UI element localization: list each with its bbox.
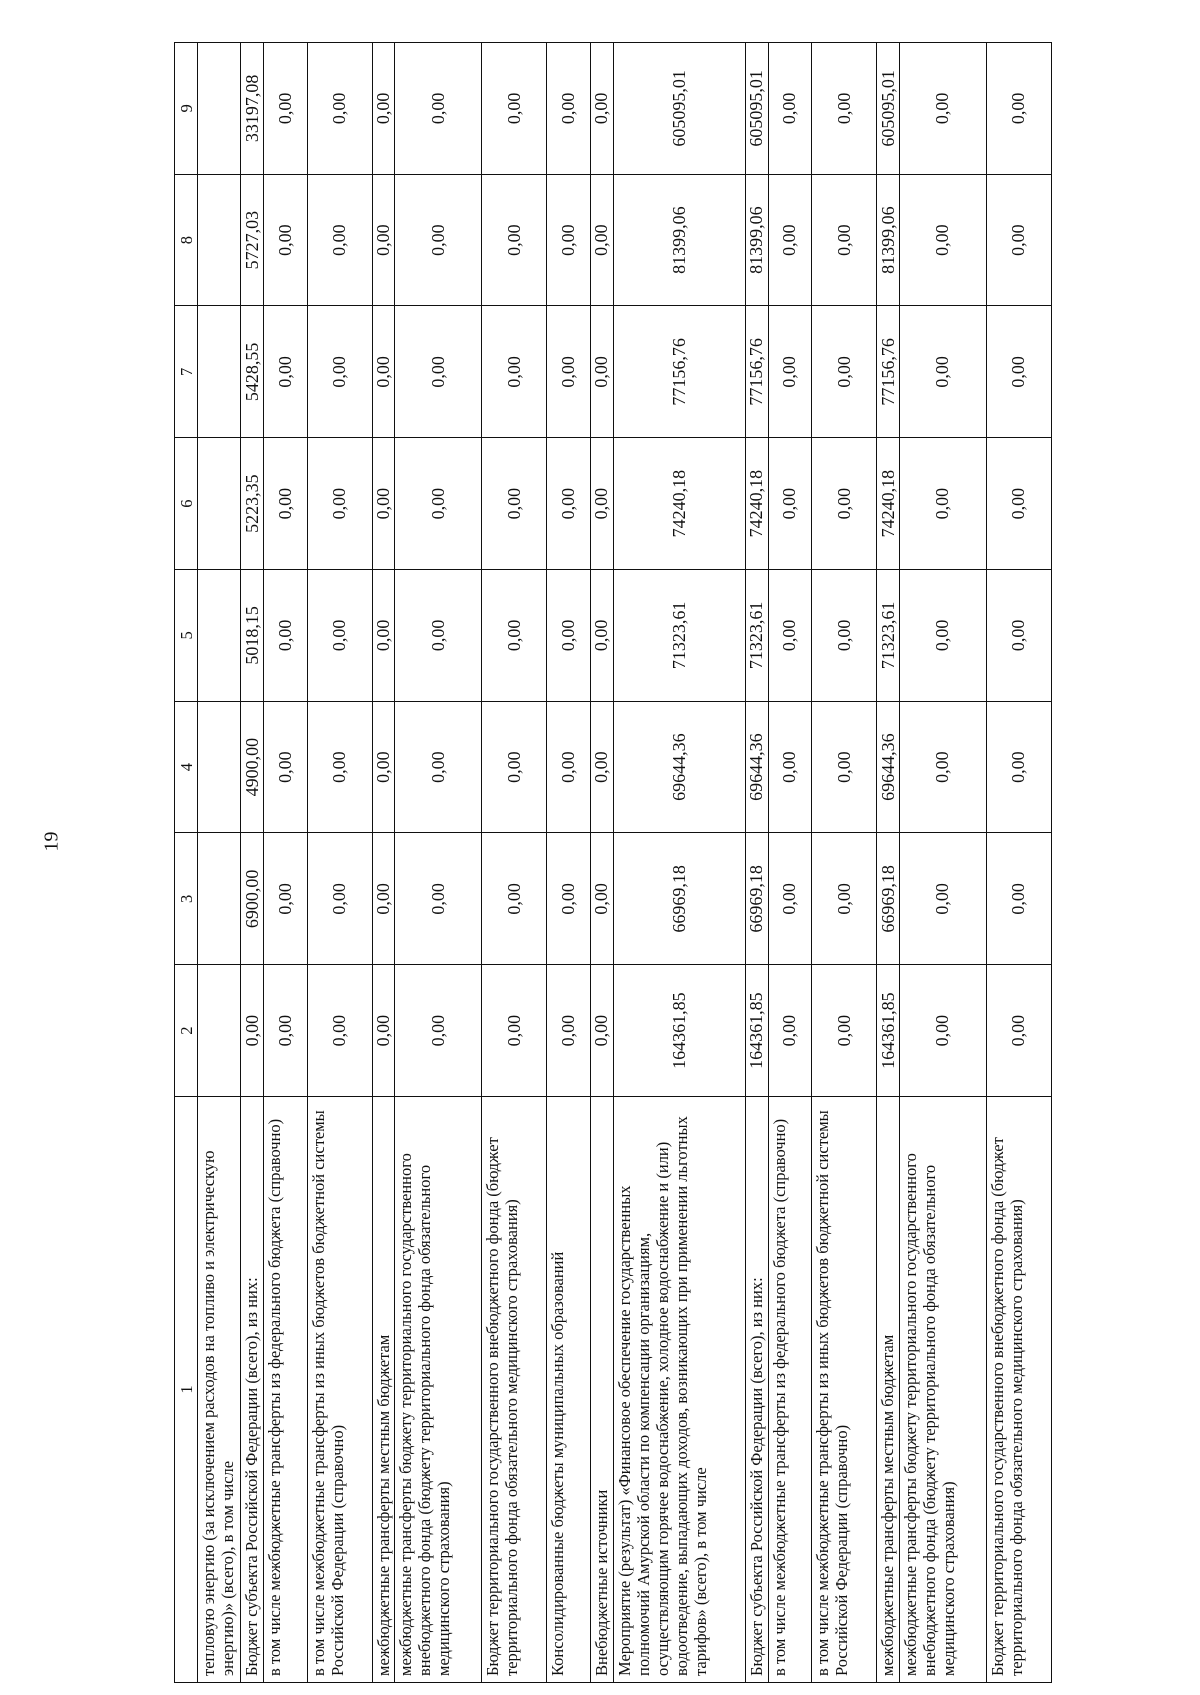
value-cell: 0,00 [482,174,547,306]
row-label: межбюджетные трансферты бюджету территориального государственного внебюджетного фонда (бюджету территориального фонда обязательного медицинского страхования) [395,1097,482,1683]
value-cell: 0,00 [590,701,613,833]
row-label: в том числе межбюджетные трансферты из федерального бюджета (справочно) [768,1097,811,1683]
value-cell: 69644,36 [877,701,900,833]
value-cell: 605095,01 [613,43,745,175]
value-cell: 0,00 [899,438,986,570]
value-cell: 0,00 [899,174,986,306]
value-cell: 0,00 [395,306,482,438]
value-cell: 5223,35 [241,438,264,570]
value-cell: 0,00 [768,174,811,306]
value-cell: 0,00 [482,306,547,438]
value-cell: 0,00 [590,174,613,306]
value-cell: 0,00 [395,43,482,175]
table-container [174,43,1052,1683]
value-cell: 77156,76 [877,306,900,438]
value-cell: 0,00 [547,306,590,438]
header-cell: 3 [175,833,198,965]
header-cell: 5 [175,570,198,702]
value-cell [198,570,241,702]
header-cell: 7 [175,306,198,438]
value-cell [198,43,241,175]
value-cell: 66969,18 [877,833,900,965]
value-cell: 0,00 [264,965,307,1097]
value-cell: 66969,18 [745,833,768,965]
header-cell: 6 [175,438,198,570]
value-cell: 69644,36 [745,701,768,833]
value-cell: 0,00 [812,43,877,175]
value-cell: 0,00 [768,833,811,965]
value-cell: 0,00 [372,965,395,1097]
value-cell: 0,00 [986,438,1051,570]
header-cell: 2 [175,965,198,1097]
value-cell: 0,00 [986,965,1051,1097]
value-cell: 0,00 [307,306,372,438]
value-cell [198,174,241,306]
value-cell: 0,00 [768,701,811,833]
value-cell: 0,00 [372,174,395,306]
value-cell: 0,00 [307,570,372,702]
value-cell: 605095,01 [877,43,900,175]
value-cell: 0,00 [812,833,877,965]
value-cell: 0,00 [264,306,307,438]
table-row [482,43,547,1683]
table-row [986,43,1051,1683]
value-cell: 0,00 [395,570,482,702]
value-cell: 0,00 [812,701,877,833]
budget-table [174,42,1052,1683]
value-cell: 0,00 [899,701,986,833]
row-label: Мероприятие (результат) «Финансовое обеспечение государственных полномочий Амурской области по компенсации организациям, осуществляющим горячее водоснабжение, холодное водоснабжение и (или) водоотведение, выпадающих доходов, возникающих при применении льготных тарифов» (всего), в том числе [613,1097,745,1683]
value-cell: 5727,03 [241,174,264,306]
value-cell: 0,00 [768,965,811,1097]
value-cell: 0,00 [372,438,395,570]
table-row [812,43,877,1683]
value-cell: 0,00 [264,174,307,306]
value-cell: 33197,08 [241,43,264,175]
value-cell: 0,00 [372,701,395,833]
value-cell: 0,00 [812,306,877,438]
value-cell: 69644,36 [613,701,745,833]
row-label: тепловую энергию (за исключением расходов на топливо и электрическую энергию)» (всего), в том числе [198,1097,241,1683]
value-cell: 0,00 [899,43,986,175]
value-cell: 0,00 [590,570,613,702]
value-cell: 0,00 [264,438,307,570]
row-label: межбюджетные трансферты местным бюджетам [372,1097,395,1683]
value-cell: 0,00 [812,965,877,1097]
value-cell: 0,00 [372,43,395,175]
table-row [877,43,900,1683]
value-cell: 0,00 [812,570,877,702]
value-cell: 5428,55 [241,306,264,438]
value-cell: 0,00 [547,43,590,175]
row-label: Консолидированные бюджеты муниципальных образований [547,1097,590,1683]
table-row [264,43,307,1683]
value-cell: 74240,18 [745,438,768,570]
value-cell: 0,00 [986,701,1051,833]
value-cell: 0,00 [768,438,811,570]
header-cell: 4 [175,701,198,833]
value-cell [198,833,241,965]
value-cell: 0,00 [812,438,877,570]
value-cell: 0,00 [482,833,547,965]
value-cell: 77156,76 [745,306,768,438]
table-row [198,43,241,1683]
value-cell: 74240,18 [613,438,745,570]
value-cell: 0,00 [812,174,877,306]
value-cell: 0,00 [372,306,395,438]
value-cell: 77156,76 [613,306,745,438]
value-cell: 6900,00 [241,833,264,965]
header-cell: 9 [175,43,198,175]
value-cell: 164361,85 [877,965,900,1097]
table-row [745,43,768,1683]
value-cell: 0,00 [986,174,1051,306]
value-cell: 0,00 [264,701,307,833]
value-cell: 0,00 [395,965,482,1097]
value-cell: 605095,01 [745,43,768,175]
header-cell: 1 [175,1097,198,1683]
table-row [590,43,613,1683]
row-label: межбюджетные трансферты бюджету территориального государственного внебюджетного фонда (бюджету территориального фонда обязательного медицинского страхования) [899,1097,986,1683]
value-cell: 81399,06 [613,174,745,306]
value-cell: 0,00 [264,833,307,965]
value-cell: 71323,61 [877,570,900,702]
value-cell: 0,00 [372,833,395,965]
value-cell: 0,00 [590,965,613,1097]
value-cell: 0,00 [899,965,986,1097]
value-cell: 66969,18 [613,833,745,965]
value-cell: 0,00 [590,306,613,438]
value-cell: 0,00 [307,965,372,1097]
value-cell: 0,00 [395,174,482,306]
table-row [613,43,745,1683]
row-label: в том числе межбюджетные трансферты из федерального бюджета (справочно) [264,1097,307,1683]
value-cell: 0,00 [372,570,395,702]
value-cell: 0,00 [986,570,1051,702]
value-cell: 0,00 [590,833,613,965]
value-cell: 0,00 [307,833,372,965]
page-number: 19 [40,831,63,852]
value-cell [198,701,241,833]
value-cell: 81399,06 [877,174,900,306]
value-cell [198,438,241,570]
value-cell: 0,00 [395,833,482,965]
value-cell: 0,00 [547,701,590,833]
value-cell: 81399,06 [745,174,768,306]
table-row [547,43,590,1683]
value-cell: 0,00 [547,965,590,1097]
row-label: Бюджет субъекта Российской Федерации (всего), из них: [241,1097,264,1683]
table-row [768,43,811,1683]
row-label: в том числе межбюджетные трансферты из иных бюджетов бюджетной системы Российской Федерации (справочно) [307,1097,372,1683]
value-cell: 164361,85 [745,965,768,1097]
value-cell: 0,00 [899,306,986,438]
value-cell: 0,00 [547,438,590,570]
value-cell: 0,00 [590,438,613,570]
value-cell: 0,00 [547,833,590,965]
table-row [241,43,264,1683]
header-cell: 8 [175,174,198,306]
value-cell: 0,00 [986,833,1051,965]
value-cell: 0,00 [307,174,372,306]
value-cell: 0,00 [590,43,613,175]
value-cell: 0,00 [547,570,590,702]
value-cell: 0,00 [899,570,986,702]
row-label: в том числе межбюджетные трансферты из иных бюджетов бюджетной системы Российской Федерации (справочно) [812,1097,877,1683]
value-cell: 0,00 [264,43,307,175]
value-cell: 0,00 [768,570,811,702]
header-row [175,43,198,1683]
value-cell: 0,00 [241,965,264,1097]
value-cell: 0,00 [264,570,307,702]
table-row [372,43,395,1683]
value-cell: 164361,85 [613,965,745,1097]
value-cell: 0,00 [395,438,482,570]
value-cell: 0,00 [482,965,547,1097]
value-cell: 0,00 [482,43,547,175]
value-cell: 0,00 [547,174,590,306]
value-cell: 71323,61 [613,570,745,702]
value-cell: 0,00 [986,43,1051,175]
value-cell [198,965,241,1097]
row-label: Бюджет территориального государственного внебюджетного фонда (бюджет территориального фонда обязательного медицинского страхования) [986,1097,1051,1683]
value-cell: 0,00 [768,43,811,175]
value-cell: 5018,15 [241,570,264,702]
row-label: Бюджет субъекта Российской Федерации (всего), из них: [745,1097,768,1683]
value-cell: 0,00 [307,701,372,833]
value-cell: 74240,18 [877,438,900,570]
value-cell: 0,00 [395,701,482,833]
value-cell: 0,00 [986,306,1051,438]
row-label: Бюджет территориального государственного внебюджетного фонда (бюджет территориального фонда обязательного медицинского страхования) [482,1097,547,1683]
row-label: межбюджетные трансферты местным бюджетам [877,1097,900,1683]
table-row [307,43,372,1683]
value-cell: 0,00 [482,570,547,702]
table-row [395,43,482,1683]
table-row [899,43,986,1683]
value-cell: 71323,61 [745,570,768,702]
value-cell: 0,00 [482,438,547,570]
value-cell: 0,00 [899,833,986,965]
value-cell: 0,00 [307,438,372,570]
value-cell: 0,00 [482,701,547,833]
value-cell: 4900,00 [241,701,264,833]
value-cell: 0,00 [307,43,372,175]
row-label: Внебюджетные источники [590,1097,613,1683]
value-cell: 0,00 [768,306,811,438]
value-cell [198,306,241,438]
